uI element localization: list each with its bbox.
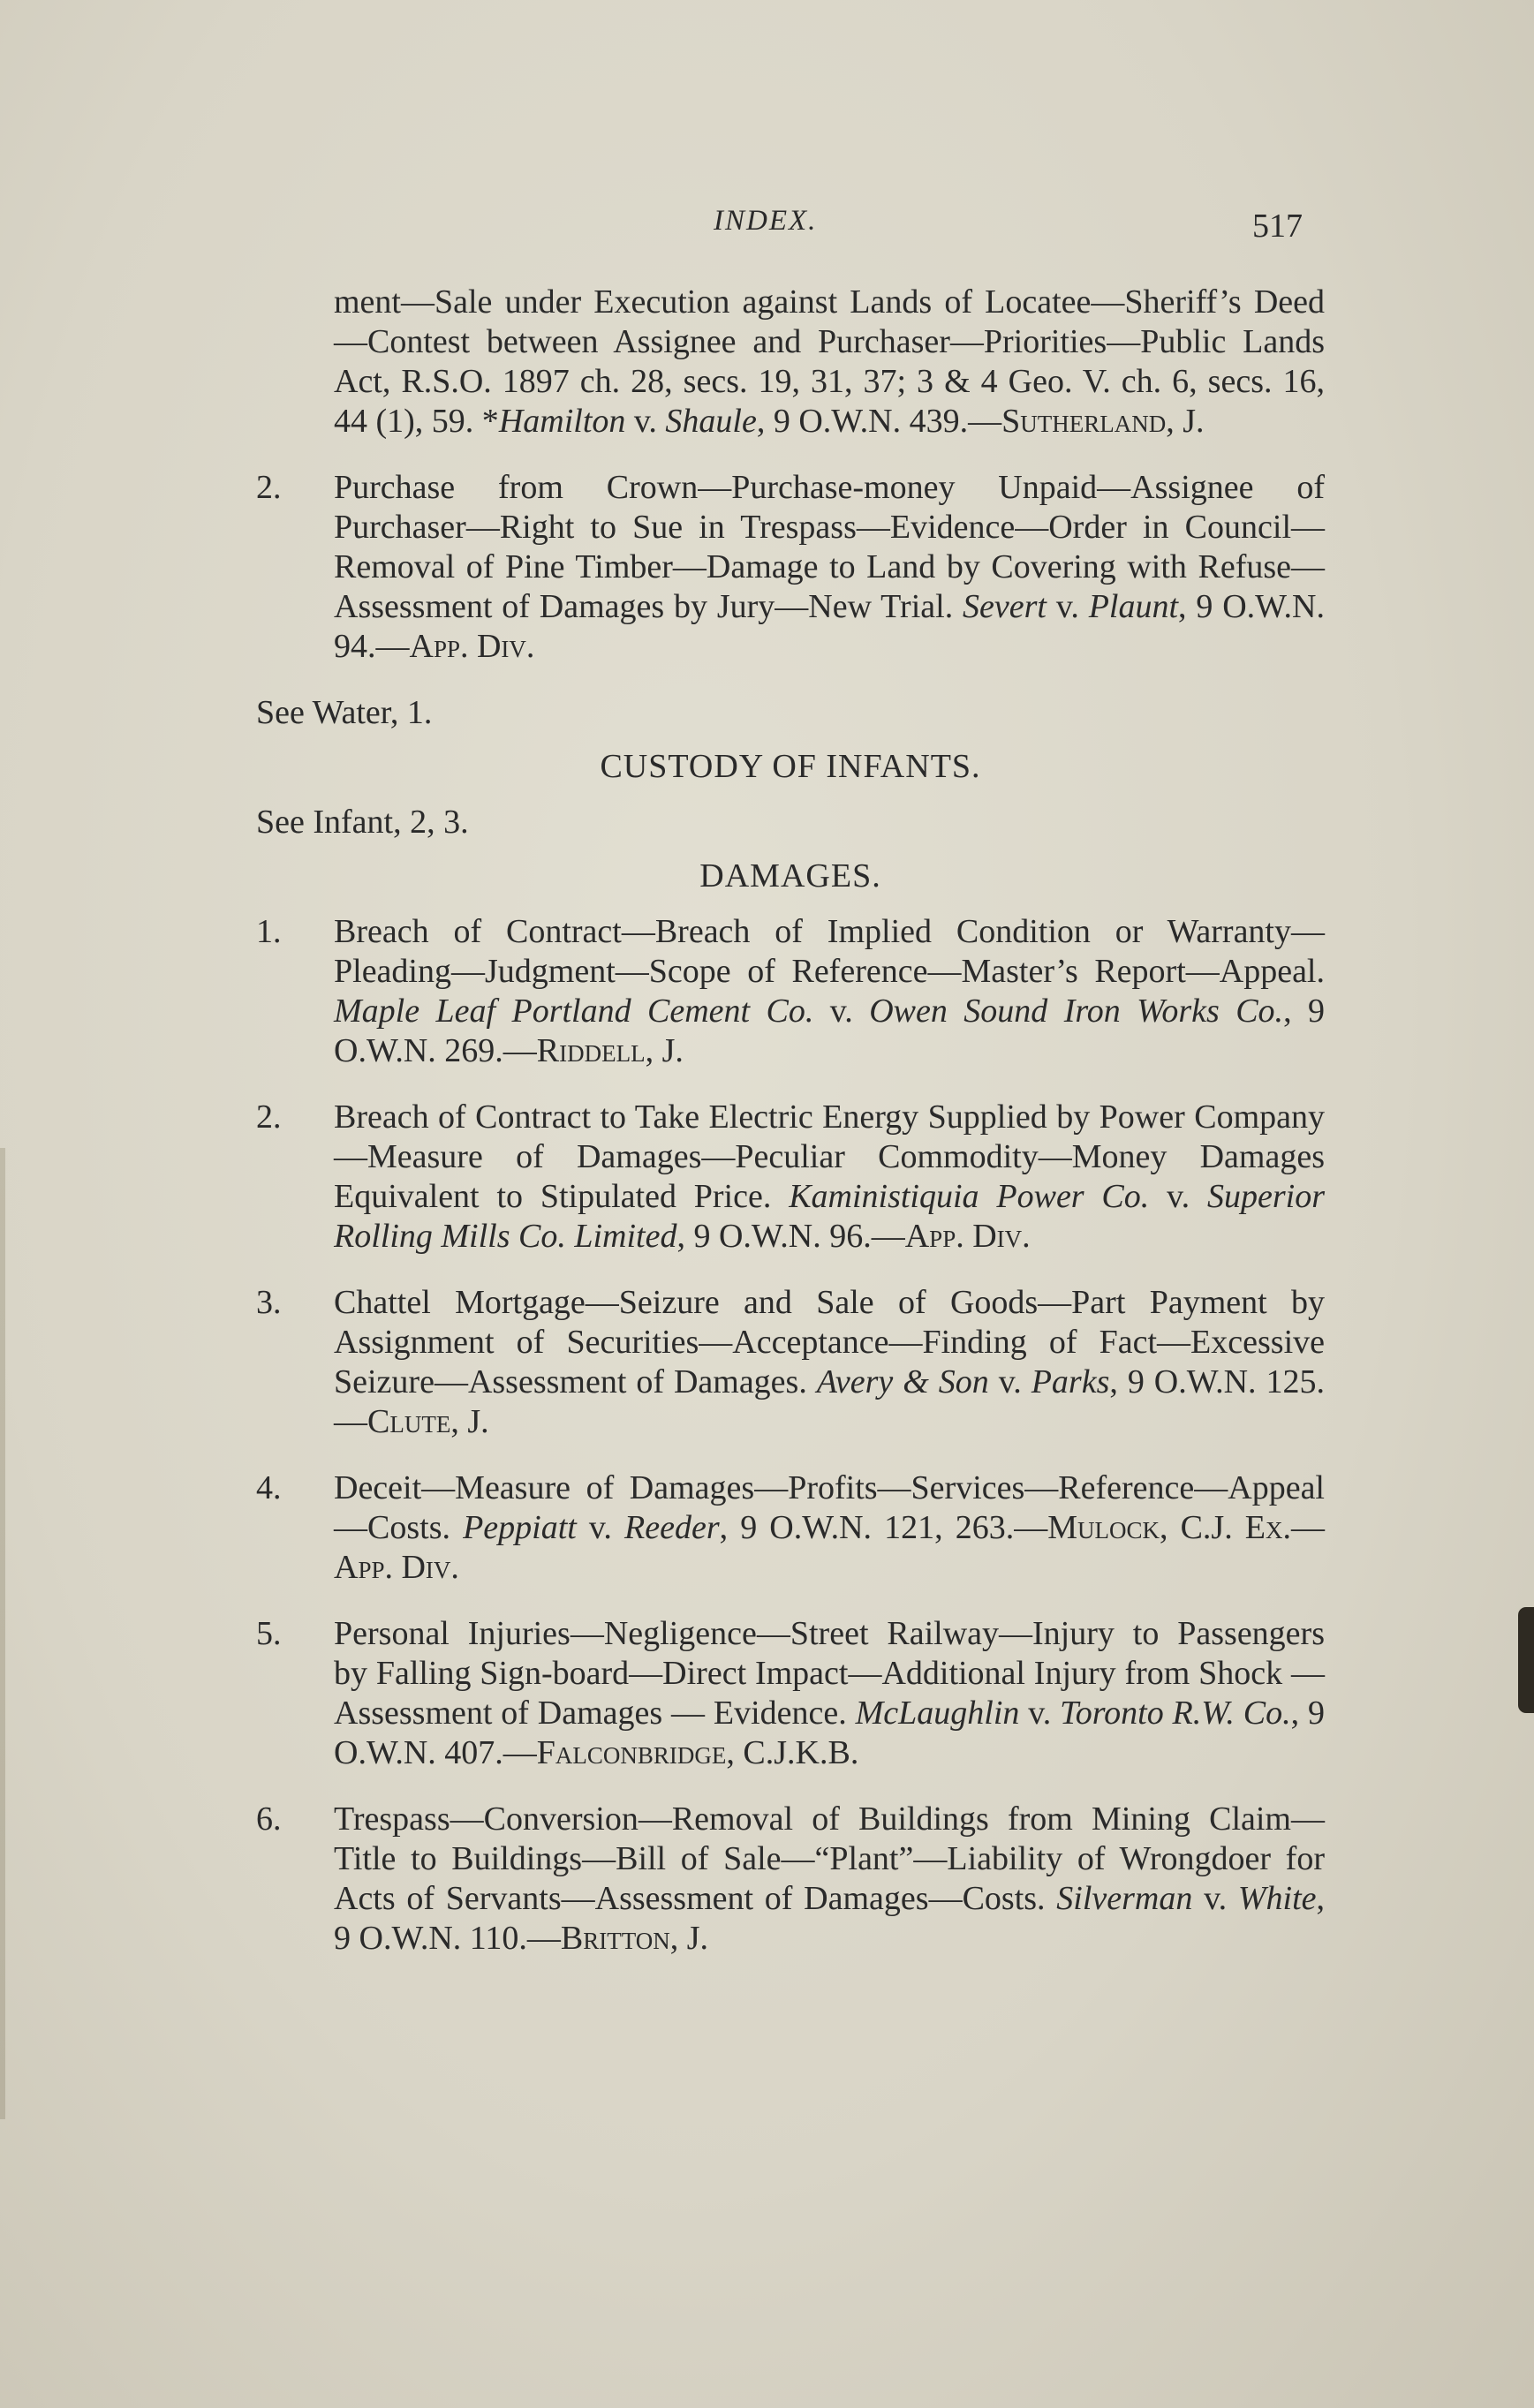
judge: Sutherland, J.	[1001, 403, 1205, 440]
case-name: Maple Leaf Portland Cement Co.	[334, 993, 814, 1030]
index-entry	[256, 912, 1325, 1071]
case-name-2: Superior Rolling Mills Co. Limited	[334, 1178, 1325, 1255]
case-name-2: White	[1237, 1880, 1317, 1917]
index-entry	[256, 1800, 1325, 1959]
citation: , 9 O.W.N. 96.—	[676, 1218, 905, 1255]
index-entry	[256, 1468, 1325, 1588]
entry-number: 6.	[256, 1800, 282, 1838]
entry-number: 2.	[256, 469, 282, 506]
citation: , 9 O.W.N. 439.—	[756, 403, 1002, 440]
judge: Falconbridge, C.J.K.B.	[536, 1734, 859, 1771]
case-name-2: Toronto R.W. Co.	[1060, 1695, 1291, 1732]
page-number: 517	[1252, 208, 1303, 245]
versus: v.	[1192, 1880, 1238, 1917]
citation: , 9 O.W.N. 94.—	[334, 588, 1325, 665]
index-entry	[256, 283, 1325, 442]
see-reference: See Water, 1.	[256, 694, 433, 731]
entry-text: ment—Sale under Execution against Lands of Locatee—Sheriff’s Deed—Contest between Assignee and Purchaser—Priorities—Public Lands Act, R.S.O. 1897 ch. 28, secs. 19, 31, 37; 3 & 4 Geo. V. ch. 6, secs. 16, 44 (1), 59. *	[334, 283, 1325, 440]
case-name: Peppiatt	[463, 1509, 577, 1546]
entry-text: Deceit—Measure of Damages—Profits—Services—Reference—Appeal—Costs.	[334, 1469, 1325, 1546]
citation: , 9 O.W.N. 269.—	[334, 993, 1325, 1069]
versus: v.	[1047, 588, 1089, 625]
entry-number: 1.	[256, 913, 282, 950]
case-name-2: Shaule	[665, 403, 757, 440]
see-reference: See Infant, 2, 3.	[256, 804, 469, 841]
versus: v.	[1149, 1178, 1207, 1215]
entry-number: 2.	[256, 1098, 282, 1136]
entry-text: Trespass—Conversion—Removal of Buildings from Mining Claim—Title to Buildings—Bill of Sale—“Plant”—Liability of Wrongdoer for Acts of Servants—Assessment of Damages—Costs.	[334, 1800, 1325, 1917]
judge: Riddell, J.	[536, 1032, 684, 1069]
case-name: Kaministiquia Power Co.	[789, 1178, 1150, 1215]
case-name: Hamilton	[498, 403, 626, 440]
versus: v.	[813, 993, 870, 1030]
versus: v.	[576, 1509, 625, 1546]
case-name-2: Plaunt	[1088, 588, 1179, 625]
entry-text: Purchase from Crown—Purchase-money Unpaid—Assignee of Purchaser—Right to Sue in Trespass—Evidence—Order in Council—Removal of Pine Timber—Damage to Land by Covering with Refuse—Assessment of Damages by Jury—New Trial.	[334, 469, 1325, 625]
entry-text: Breach of Contract—Breach of Implied Condition or Warranty—Pleading—Judgment—Scope of Reference—Master’s Report—Appeal.	[334, 913, 1325, 990]
case-name: Avery & Son	[816, 1363, 989, 1400]
case-name-2: Parks	[1031, 1363, 1110, 1400]
running-head: INDEX.	[714, 205, 818, 237]
case-name: McLaughlin	[855, 1695, 1020, 1732]
index-content	[256, 283, 1325, 1985]
case-name: Severt	[963, 588, 1047, 625]
versus: v.	[988, 1363, 1031, 1400]
index-entry	[256, 1283, 1325, 1442]
entry-text: Personal Injuries—Negligence—Street Railway—Injury to Passengers by Falling Sign-board—Direct Impact—Additional Injury from Shock — Assessment of Damages — Evidence.	[334, 1615, 1325, 1732]
entry-text: Chattel Mortgage—Seizure and Sale of Goods—Part Payment by Assignment of Securities—Acceptance—Finding of Fact—Excessive Seizure—Assessment of Damages.	[334, 1284, 1325, 1400]
citation: , 9 O.W.N. 121, 263.—	[719, 1509, 1048, 1546]
case-name-2: Reeder	[624, 1509, 720, 1546]
judge: Mulock, C.J. Ex.—App. Div.	[334, 1509, 1325, 1586]
entry-text: Breach of Contract to Take Electric Energy Supplied by Power Company—Measure of Damages—Peculiar Commodity—Money Damages Equivalent to Stipulated Price.	[334, 1098, 1325, 1215]
index-entry	[256, 468, 1325, 667]
versus: v.	[1019, 1695, 1061, 1732]
versus: v.	[625, 403, 666, 440]
entry-number: 5.	[256, 1615, 282, 1652]
citation: , 9 O.W.N. 110.—	[334, 1880, 1325, 1957]
judge: App. Div.	[904, 1218, 1031, 1255]
judge: App. Div.	[409, 628, 535, 665]
index-entry	[256, 1614, 1325, 1773]
page-header	[0, 205, 1534, 258]
section-heading-damages: DAMAGES.	[699, 857, 881, 895]
entry-number: 3.	[256, 1284, 282, 1321]
judge: Britton, J.	[560, 1920, 708, 1957]
entry-number: 4.	[256, 1469, 282, 1506]
case-name-2: Owen Sound Iron Works Co.	[869, 993, 1284, 1030]
index-entry	[256, 1098, 1325, 1257]
page-edge-tab	[1518, 1607, 1534, 1713]
section-heading-custody: CUSTODY OF INFANTS.	[600, 748, 981, 785]
citation: , 9 O.W.N. 125.—	[334, 1363, 1325, 1440]
judge: Clute, J.	[367, 1403, 489, 1440]
citation: , 9 O.W.N. 407.—	[334, 1695, 1325, 1771]
page-edge-shadow	[0, 1148, 5, 2119]
case-name: Silverman	[1056, 1880, 1193, 1917]
